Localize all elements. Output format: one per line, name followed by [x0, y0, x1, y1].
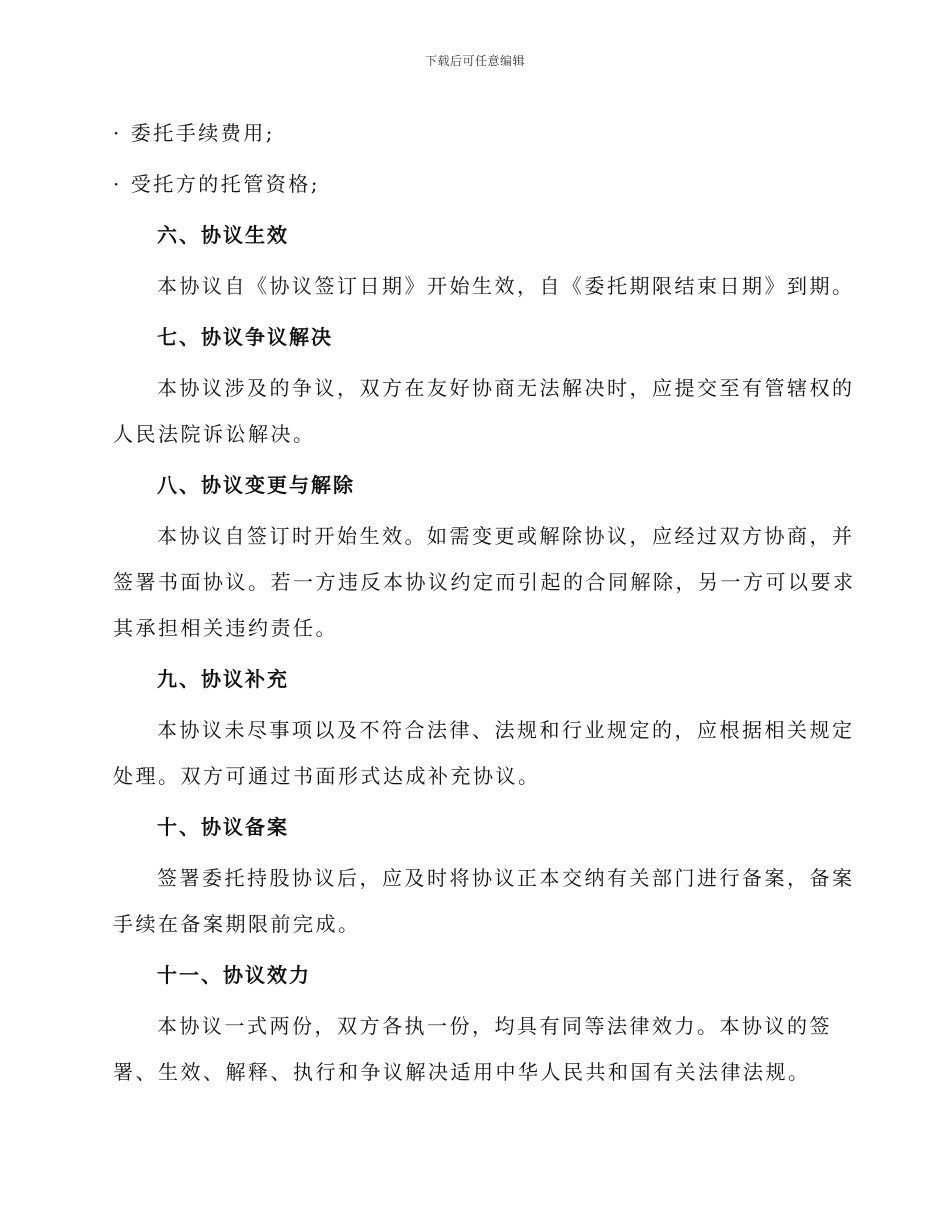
section-paragraph [113, 365, 855, 457]
paragraph-line: 本协议未尽事项以及不符合法律、法规和行业规定的，应根据相关规定 [157, 718, 855, 742]
paragraph-line: 签署委托持股协议后，应及时将协议正本交纳有关部门进行备案，备案 [157, 866, 855, 890]
section-paragraph [113, 855, 855, 947]
section-paragraph [113, 1003, 833, 1095]
document-body [113, 110, 856, 1100]
paragraph-line: 人民法院诉讼解决。 [113, 422, 316, 446]
section-heading: 十一、协议效力 [157, 963, 311, 987]
paragraph-line: 本协议涉及的争议，双方在友好协商无法解决时，应提交至有管辖权的 [157, 376, 855, 400]
paragraph-line: 本协议自签订时开始生效。如需变更或解除协议，应经过双方协商，并 [157, 524, 855, 548]
section-heading: 九、协议补充 [157, 667, 289, 691]
section-heading: 十、协议备案 [157, 815, 289, 839]
bullet-item: · 委托手续费用; [113, 121, 275, 145]
paragraph-line: 署、生效、解释、执行和争议解决适用中华人民共和国有关法律法规。 [113, 1060, 811, 1084]
section-paragraph [113, 513, 856, 651]
paragraph-line: 本协议自《协议签订日期》开始生效，自《委托期限结束日期》到期。 [157, 274, 855, 298]
page-header: 下载后可任意编辑 [424, 54, 525, 68]
paragraph-line: 其承担相关违约责任。 [113, 616, 338, 640]
bullet-item: · 受托方的托管资格; [113, 172, 320, 196]
paragraph-line: 签署书面协议。若一方违反本协议约定而引起的合同解除，另一方可以要求 [113, 570, 856, 594]
paragraph-line: 手续在备案期限前完成。 [113, 912, 361, 936]
section-paragraph [113, 263, 855, 309]
section-paragraph [113, 707, 855, 799]
section-heading: 八、协议变更与解除 [157, 473, 355, 497]
section-heading: 七、协议争议解决 [157, 325, 333, 349]
section-heading: 六、协议生效 [157, 223, 289, 247]
paragraph-line: 本协议一式两份，双方各执一份，均具有同等法律效力。本协议的签 [157, 1014, 832, 1038]
paragraph-line: 处理。双方可通过书面形式达成补充协议。 [113, 764, 541, 788]
